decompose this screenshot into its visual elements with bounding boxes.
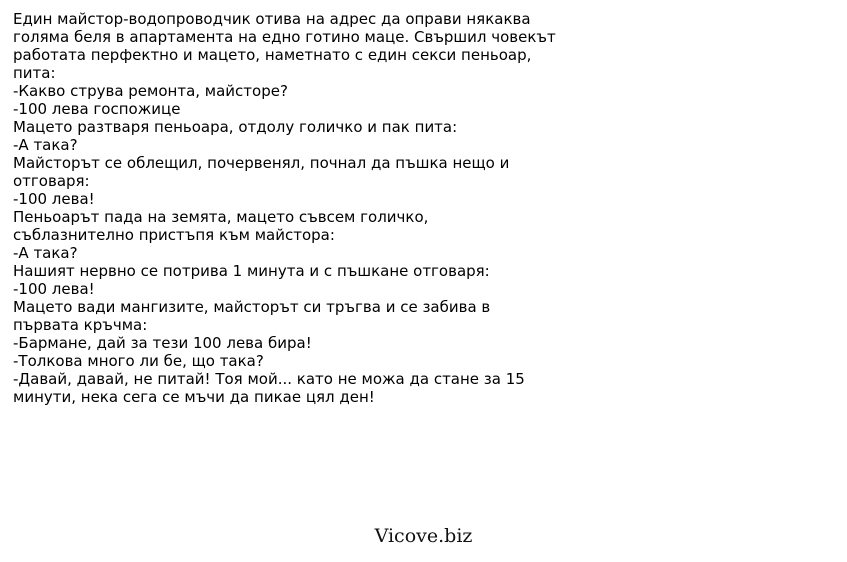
joke-text [13,10,613,406]
joke-line: -100 лева госпожице [13,100,181,118]
joke-line: -А така? [13,244,78,262]
joke-line: съблазнително пристъпя към майстора: [13,226,335,244]
joke-line: Мацето вади мангизите, майсторът си тръгва и се забива в [13,298,491,316]
joke-line: първата кръчма: [13,316,148,334]
joke-line: Мацето разтваря пеньоара, отдолу голичко и пак пита: [13,118,458,136]
joke-line: работата перфектно и мацето, наметнато с един секси пеньоар, [13,46,532,64]
joke-line: Един майстор-водопроводчик отива на адрес да оправи някаква [13,10,531,28]
joke-line: -А така? [13,136,78,154]
joke-line: -Бармане, дай за тези 100 лева бира! [13,334,312,352]
joke-line: -100 лева! [13,190,95,208]
joke-line: пита: [13,64,56,82]
joke-line: Пеньоарът пада на земята, мацето съвсем голичко, [13,208,429,226]
joke-line: отговаря: [13,172,90,190]
joke-line: -Давай, давай, не питай! Тоя мой... като не можа да стане за 15 [13,370,525,388]
joke-line: минути, нека сега се мъчи да пикае цял ден! [13,388,375,406]
site-watermark: Vicove.biz [374,525,473,547]
joke-line: Майсторът се облещил, почервенял, почнал да пъшка нещо и [13,154,510,172]
joke-line: -100 лева! [13,280,95,298]
joke-line: голяма беля в апартамента на едно готино маце. Свършил човекът [13,28,556,46]
joke-line: Нашият нервно се потрива 1 минута и с пъшкане отговаря: [13,262,490,280]
joke-line: -Толкова много ли бе, що така? [13,352,264,370]
joke-line: -Какво струва ремонта, майсторе? [13,82,288,100]
